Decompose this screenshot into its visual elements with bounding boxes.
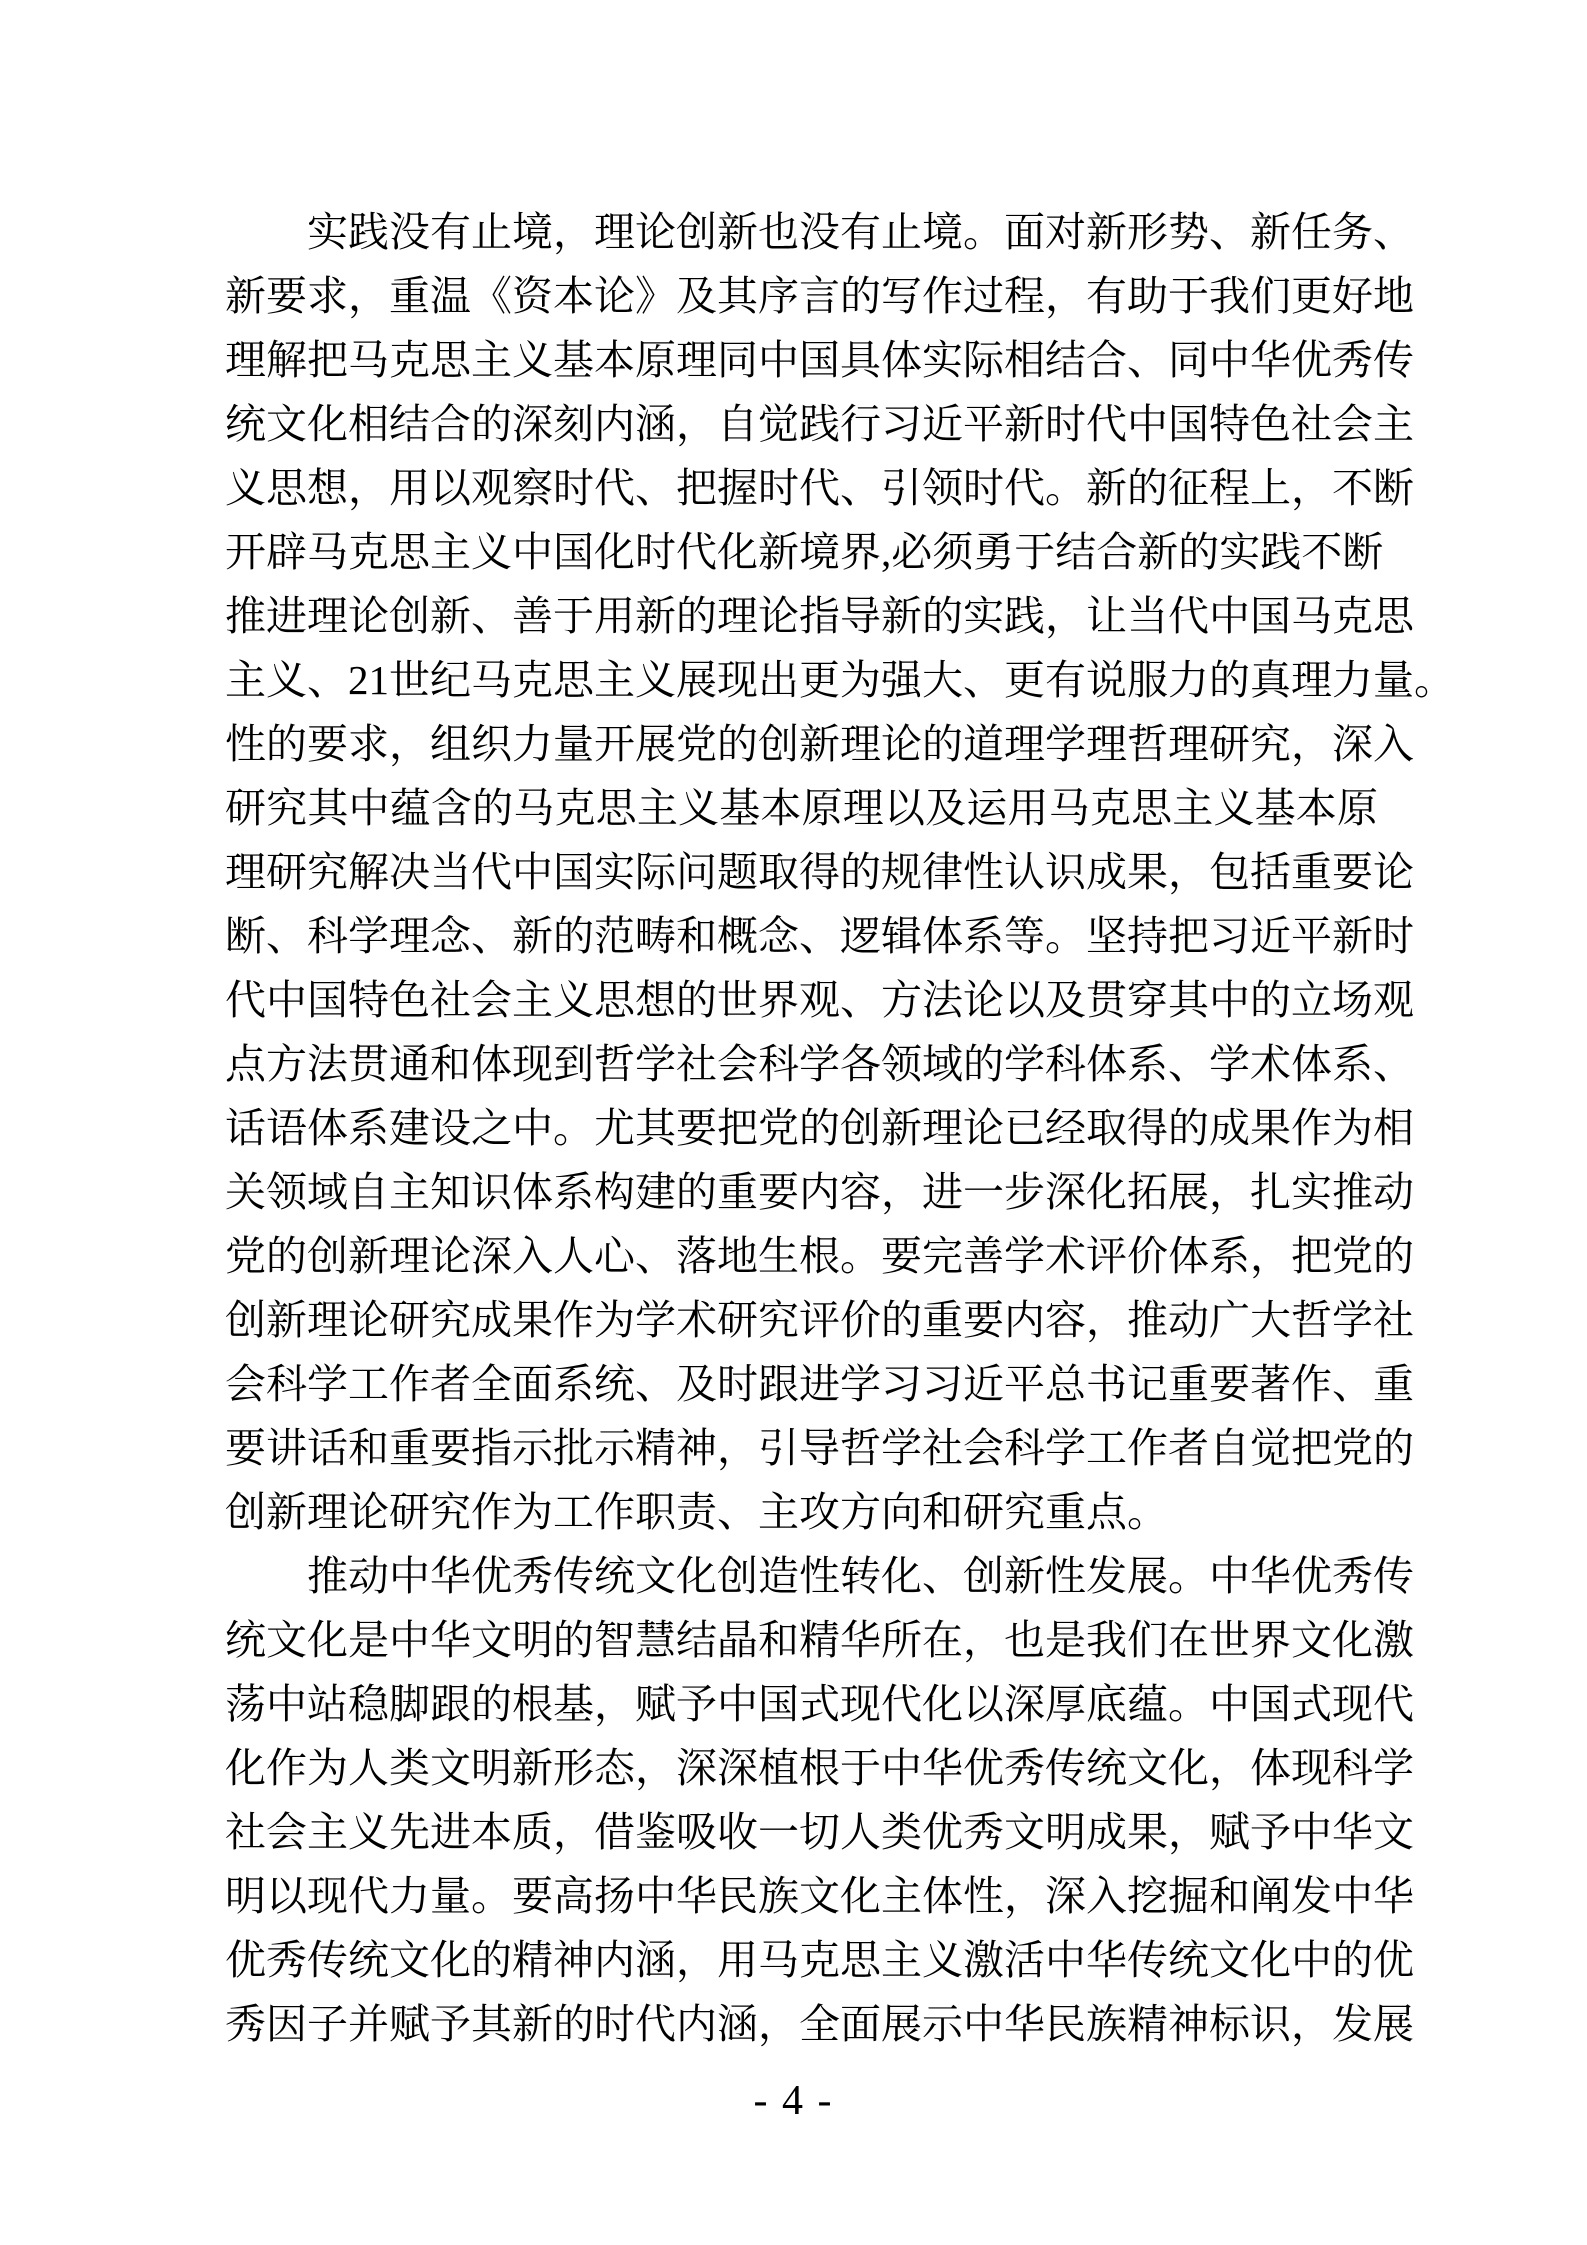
text-line: 明以现代力量。要高扬中华民族文化主体性，深入挖掘和阐发中华 bbox=[225, 1873, 1414, 1919]
text-line: 秀因子并赋予其新的时代内涵，全面展示中华民族精神标识，发展 bbox=[225, 2001, 1414, 2047]
text-line: 党的创新理论深入人心、落地生根。要完善学术评价体系，把党的 bbox=[225, 1233, 1414, 1279]
text-line: 荡中站稳脚跟的根基，赋予中国式现代化以深厚底蕴。中国式现代 bbox=[225, 1681, 1414, 1727]
text-line: 点方法贯通和体现到哲学社会科学各领域的学科体系、学术体系、 bbox=[225, 1041, 1414, 1087]
text-line: 社会主义先进本质，借鉴吸收一切人类优秀文明成果，赋予中华文 bbox=[225, 1809, 1414, 1855]
text-line: 推进理论创新、善于用新的理论指导新的实践，让当代中国马克思 bbox=[225, 593, 1414, 639]
text-line: 新要求，重温《资本论》及其序言的写作过程，有助于我们更好地 bbox=[225, 273, 1414, 319]
text-line: 理研究解决当代中国实际问题取得的规律性认识成果，包括重要论 bbox=[225, 849, 1414, 895]
text-line: 创新理论研究作为工作职责、主攻方向和研究重点。 bbox=[225, 1489, 1168, 1535]
text-line: 优秀传统文化的精神内涵，用马克思主义激活中华传统文化中的优 bbox=[225, 1937, 1414, 1983]
text-line: 主义、21世纪马克思主义展现出更为强大、更有说服力的真理力量。 bbox=[225, 657, 1455, 703]
text-line: 断、科学理念、新的范畴和概念、逻辑体系等。坚持把习近平新时 bbox=[225, 913, 1414, 959]
body-text bbox=[225, 200, 1455, 2056]
text-line: 性的要求，组织力量开展党的创新理论的道理学理哲理研究，深入 bbox=[225, 721, 1414, 767]
text-line: 话语体系建设之中。尤其要把党的创新理论已经取得的成果作为相 bbox=[225, 1105, 1414, 1151]
text-line: 创新理论研究成果作为学术研究评价的重要内容，推动广大哲学社 bbox=[225, 1297, 1414, 1343]
text-line: 统文化相结合的深刻内涵，自觉践行习近平新时代中国特色社会主 bbox=[225, 401, 1414, 447]
text-line: 推动中华优秀传统文化创造性转化、创新性发展。中华优秀传 bbox=[307, 1553, 1414, 1599]
text-line: 代中国特色社会主义思想的世界观、方法论以及贯穿其中的立场观 bbox=[225, 977, 1414, 1023]
text-line: 关领域自主知识体系构建的重要内容，进一步深化拓展，扎实推动 bbox=[225, 1169, 1414, 1215]
page-number: - 4 - bbox=[753, 2078, 834, 2124]
text-line: 实践没有止境，理论创新也没有止境。面对新形势、新任务、 bbox=[307, 209, 1414, 255]
text-line: 要讲话和重要指示批示精神，引导哲学社会科学工作者自觉把党的 bbox=[225, 1425, 1414, 1471]
text-line: 化作为人类文明新形态，深深植根于中华优秀传统文化，体现科学 bbox=[225, 1745, 1414, 1791]
text-line: 义思想，用以观察时代、把握时代、引领时代。新的征程上，不断 bbox=[225, 465, 1414, 511]
text-line: 开辟马克思主义中国化时代化新境界,必须勇于结合新的实践不断 bbox=[225, 529, 1384, 575]
text-line: 统文化是中华文明的智慧结晶和精华所在，也是我们在世界文化激 bbox=[225, 1617, 1414, 1663]
text-line: 理解把马克思主义基本原理同中国具体实际相结合、同中华优秀传 bbox=[225, 337, 1414, 383]
text-line: 会科学工作者全面系统、及时跟进学习习近平总书记重要著作、重 bbox=[225, 1361, 1414, 1407]
text-line: 研究其中蕴含的马克思主义基本原理以及运用马克思主义基本原 bbox=[225, 785, 1378, 831]
